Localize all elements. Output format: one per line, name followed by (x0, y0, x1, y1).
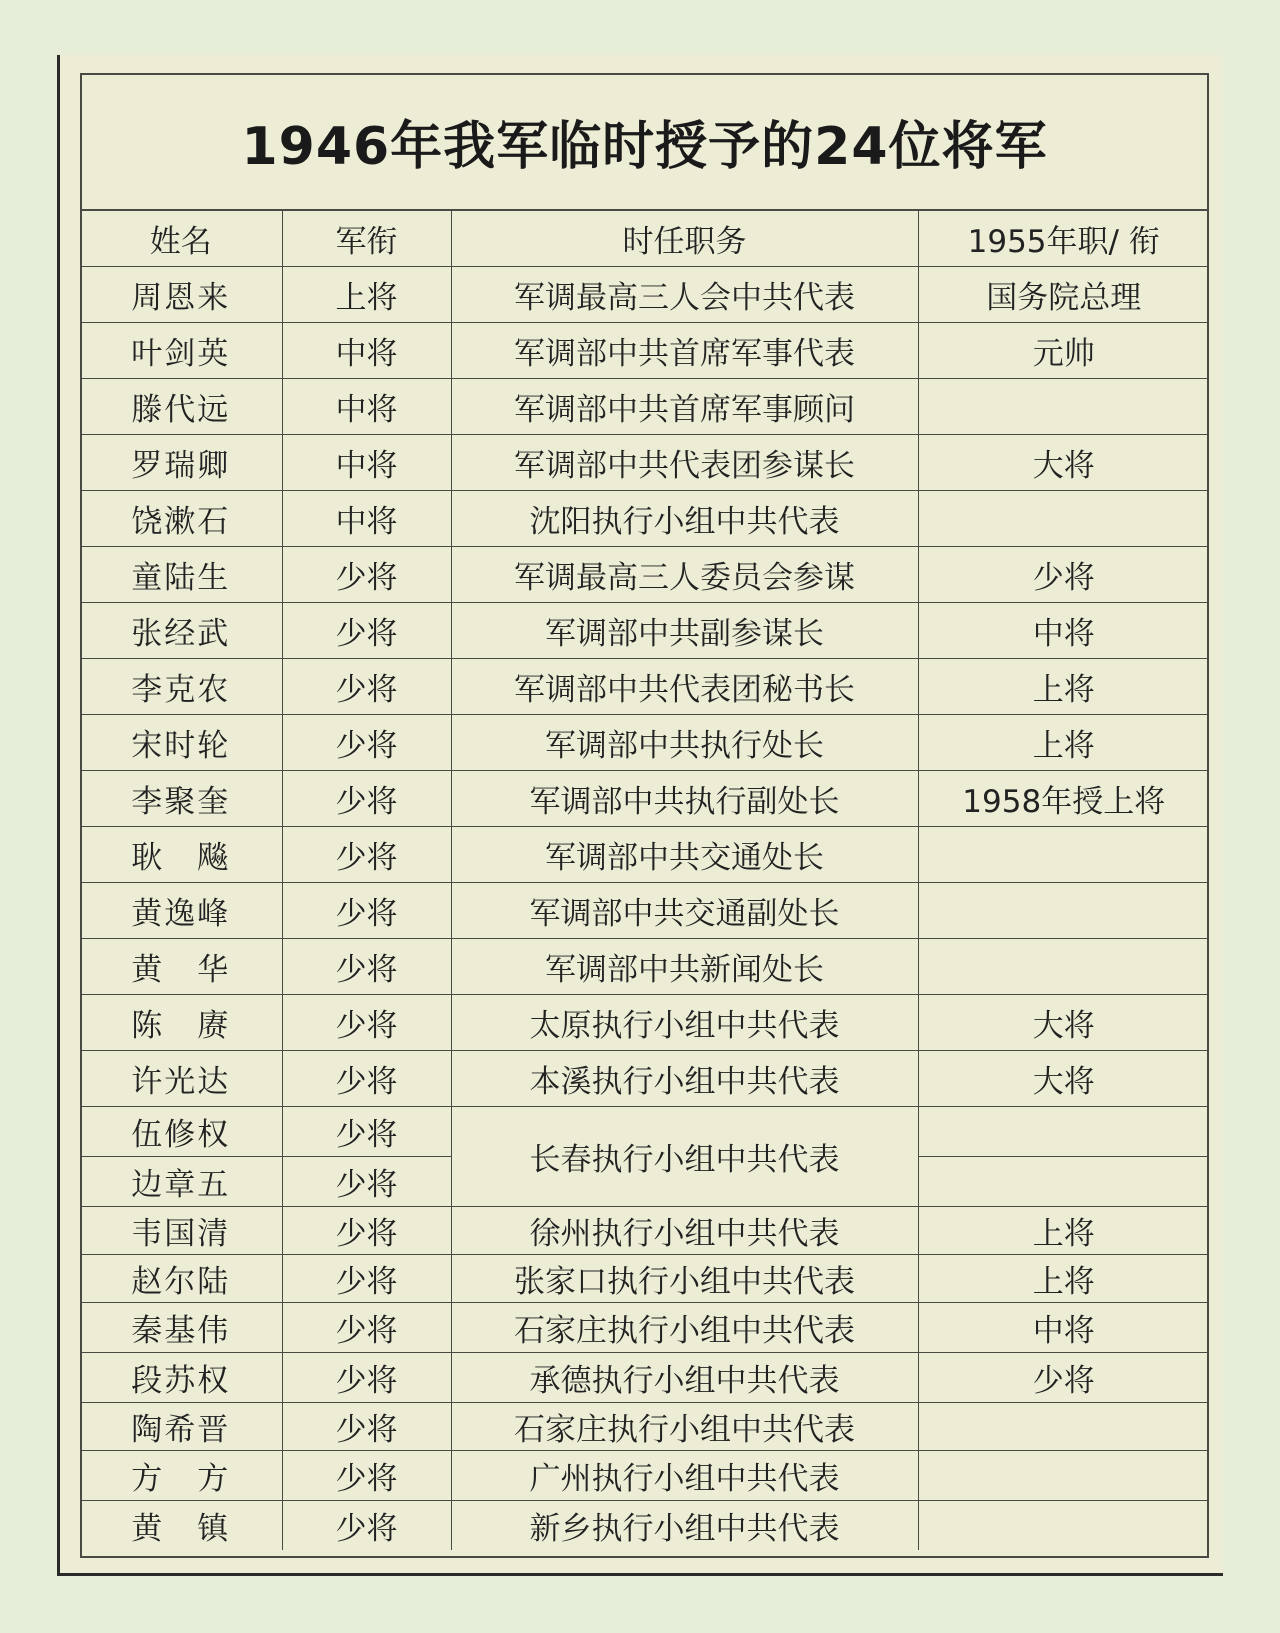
post-cell: 军调最高三人会中共代表 (451, 266, 918, 322)
rank-cell: 少将 (282, 882, 451, 938)
rank-cell: 少将 (282, 546, 451, 602)
post-cell-merged: 长春执行小组中共代表 (451, 1106, 918, 1206)
later-cell: 国务院总理 (918, 266, 1209, 322)
later-cell: 上将 (918, 1206, 1209, 1254)
table-row (80, 882, 1209, 938)
rank-cell: 少将 (282, 1156, 451, 1206)
name-cell: 陶希晋 (80, 1402, 282, 1450)
table-row (80, 602, 1209, 658)
rank-cell: 少将 (282, 1254, 451, 1302)
table-row (80, 266, 1209, 322)
name-cell: 罗瑞卿 (80, 434, 282, 490)
rank-cell: 少将 (282, 1450, 451, 1500)
rank-cell: 中将 (282, 434, 451, 490)
name-cell: 李聚奎 (80, 770, 282, 826)
table-row (80, 714, 1209, 770)
name-cell: 边章五 (80, 1156, 282, 1206)
name-cell: 黄逸峰 (80, 882, 282, 938)
post-cell: 军调部中共交通处长 (451, 826, 918, 882)
table-row (80, 938, 1209, 994)
paper-bottom-edge (57, 1573, 1223, 1576)
name-cell: 张经武 (80, 602, 282, 658)
rank-cell: 少将 (282, 1500, 451, 1550)
rank-cell: 少将 (282, 1206, 451, 1254)
name-cell: 黄 华 (80, 938, 282, 994)
post-cell: 军调部中共首席军事代表 (451, 322, 918, 378)
name-cell: 陈 赓 (80, 994, 282, 1050)
later-cell (918, 1106, 1209, 1156)
name-cell: 伍修权 (80, 1106, 282, 1156)
table-row (80, 1402, 1209, 1450)
name-cell: 韦国清 (80, 1206, 282, 1254)
table-row (80, 434, 1209, 490)
rank-cell: 少将 (282, 1106, 451, 1156)
table-row (80, 1254, 1209, 1302)
table-row (80, 770, 1209, 826)
header-row (80, 211, 1209, 266)
post-cell: 承德执行小组中共代表 (451, 1352, 918, 1402)
header-rank: 军衔 (282, 211, 451, 266)
table-row (80, 1352, 1209, 1402)
name-cell: 饶漱石 (80, 490, 282, 546)
later-cell: 上将 (918, 658, 1209, 714)
later-cell (918, 1402, 1209, 1450)
rank-cell: 少将 (282, 938, 451, 994)
header-later: 1955年职/ 衔 (918, 211, 1209, 266)
post-cell: 军调部中共代表团参谋长 (451, 434, 918, 490)
post-cell: 军调部中共执行副处长 (451, 770, 918, 826)
name-cell: 叶剑英 (80, 322, 282, 378)
rank-cell: 少将 (282, 994, 451, 1050)
table-row (80, 322, 1209, 378)
later-cell: 少将 (918, 1352, 1209, 1402)
later-cell: 元帅 (918, 322, 1209, 378)
post-cell: 石家庄执行小组中共代表 (451, 1302, 918, 1352)
name-cell: 方 方 (80, 1450, 282, 1500)
rank-cell: 少将 (282, 658, 451, 714)
rank-cell: 少将 (282, 1352, 451, 1402)
post-cell: 太原执行小组中共代表 (451, 994, 918, 1050)
name-cell: 童陆生 (80, 546, 282, 602)
name-cell: 黄 镇 (80, 1500, 282, 1550)
later-cell (918, 882, 1209, 938)
header-post: 时任职务 (451, 211, 918, 266)
table-row (80, 1500, 1209, 1550)
rank-cell: 少将 (282, 1402, 451, 1450)
post-cell: 军调部中共执行处长 (451, 714, 918, 770)
later-cell: 大将 (918, 994, 1209, 1050)
later-cell (918, 490, 1209, 546)
header-name: 姓名 (80, 211, 282, 266)
page-title: 1946年我军临时授予的24位将军 (80, 73, 1209, 211)
rank-cell: 少将 (282, 770, 451, 826)
later-cell: 大将 (918, 1050, 1209, 1106)
later-cell (918, 938, 1209, 994)
table-row (80, 378, 1209, 434)
name-cell: 滕代远 (80, 378, 282, 434)
post-cell: 军调部中共首席军事顾问 (451, 378, 918, 434)
later-cell: 中将 (918, 1302, 1209, 1352)
table-row (80, 546, 1209, 602)
post-cell: 新乡执行小组中共代表 (451, 1500, 918, 1550)
post-cell: 军调部中共代表团秘书长 (451, 658, 918, 714)
later-cell: 上将 (918, 1254, 1209, 1302)
name-cell: 赵尔陆 (80, 1254, 282, 1302)
name-cell: 李克农 (80, 658, 282, 714)
name-cell: 秦基伟 (80, 1302, 282, 1352)
rank-cell: 少将 (282, 1050, 451, 1106)
later-cell (918, 378, 1209, 434)
post-cell: 广州执行小组中共代表 (451, 1450, 918, 1500)
post-cell: 徐州执行小组中共代表 (451, 1206, 918, 1254)
table-row (80, 1106, 1209, 1156)
later-cell: 中将 (918, 602, 1209, 658)
post-cell: 军调部中共交通副处长 (451, 882, 918, 938)
rank-cell: 中将 (282, 378, 451, 434)
rank-cell: 中将 (282, 490, 451, 546)
post-cell: 军调部中共新闻处长 (451, 938, 918, 994)
table-row (80, 1302, 1209, 1352)
later-cell: 少将 (918, 546, 1209, 602)
later-cell (918, 1450, 1209, 1500)
post-cell: 军调部中共副参谋长 (451, 602, 918, 658)
post-cell: 张家口执行小组中共代表 (451, 1254, 918, 1302)
post-cell: 石家庄执行小组中共代表 (451, 1402, 918, 1450)
name-cell: 段苏权 (80, 1352, 282, 1402)
rank-cell: 少将 (282, 602, 451, 658)
table-row (80, 1206, 1209, 1254)
name-cell: 耿 飚 (80, 826, 282, 882)
generals-table (80, 211, 1209, 1550)
table-row (80, 1050, 1209, 1106)
post-cell: 本溪执行小组中共代表 (451, 1050, 918, 1106)
rank-cell: 少将 (282, 826, 451, 882)
later-cell (918, 1500, 1209, 1550)
post-cell: 沈阳执行小组中共代表 (451, 490, 918, 546)
later-cell: 上将 (918, 714, 1209, 770)
rank-cell: 中将 (282, 322, 451, 378)
table-row (80, 658, 1209, 714)
paper-left-edge (57, 55, 60, 1573)
rank-cell: 少将 (282, 1302, 451, 1352)
name-cell: 周恩来 (80, 266, 282, 322)
name-cell: 许光达 (80, 1050, 282, 1106)
later-cell (918, 826, 1209, 882)
table-row (80, 994, 1209, 1050)
table-row (80, 1450, 1209, 1500)
table-row (80, 490, 1209, 546)
rank-cell: 少将 (282, 714, 451, 770)
table-row (80, 826, 1209, 882)
name-cell: 宋时轮 (80, 714, 282, 770)
later-cell: 1958年授上将 (918, 770, 1209, 826)
later-cell: 大将 (918, 434, 1209, 490)
post-cell: 军调最高三人委员会参谋 (451, 546, 918, 602)
rank-cell: 上将 (282, 266, 451, 322)
later-cell (918, 1156, 1209, 1206)
